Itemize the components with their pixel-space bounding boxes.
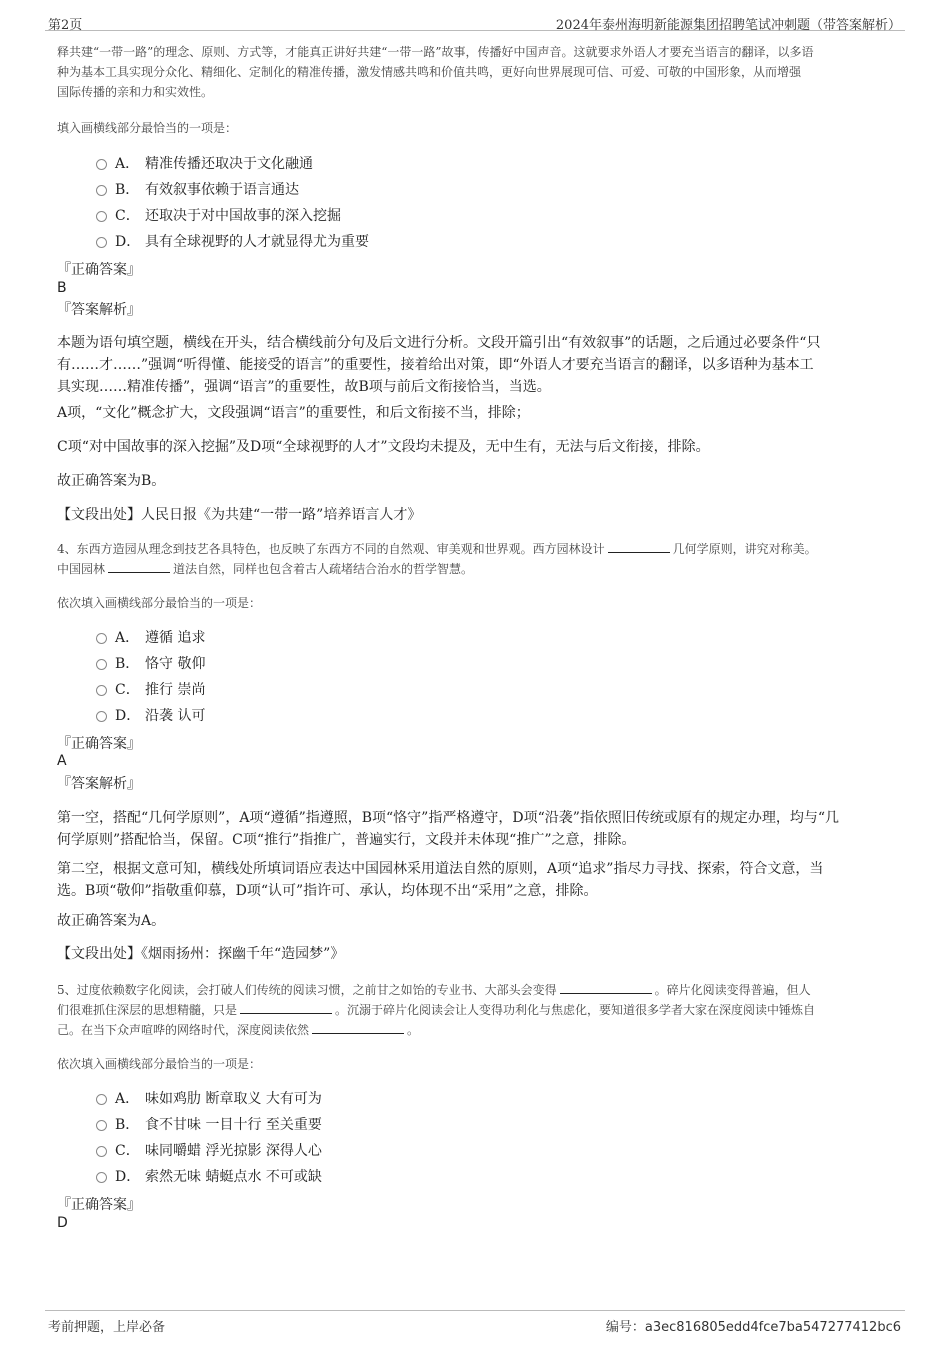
radio-icon[interactable] bbox=[96, 159, 107, 170]
fill-blank bbox=[240, 1001, 332, 1014]
q3-analysis-label: 『答案解析』 bbox=[57, 302, 141, 318]
q3-analysis-para: 故正确答案为B。 bbox=[57, 473, 166, 489]
radio-icon[interactable] bbox=[96, 711, 107, 722]
q3-answer: B bbox=[57, 280, 67, 296]
q4-option-b[interactable]: B． 恪守 敬仰 bbox=[96, 654, 205, 674]
radio-icon[interactable] bbox=[96, 633, 107, 644]
page-header bbox=[45, 8, 905, 31]
q3-option-b[interactable]: B． 有效叙事依赖于语言通达 bbox=[96, 180, 299, 200]
radio-icon[interactable] bbox=[96, 237, 107, 248]
radio-icon[interactable] bbox=[96, 1120, 107, 1131]
q5-option-c[interactable]: C． 味同嚼蜡 浮光掠影 深得人心 bbox=[96, 1141, 322, 1161]
page-number: 第2页 bbox=[48, 18, 83, 33]
q4-answer-label: 『正确答案』 bbox=[57, 736, 141, 752]
q3-analysis-para: 本题为语句填空题，横线在开头，结合横线前分句及后文进行分析。文段开篇引出“有效叙事”的话题，之后通过必要条件“只 有……才……”强调“听得懂、能接受的语言”的重要性，接着给出对策，即“外语人才要充当语言的翻译，以多语种为基本工 具实现……精准传播”，强调“语言”的重要性，故B项与前后文衔接恰当，当选。 bbox=[57, 335, 821, 395]
q4-analysis-para: 第二空，根据文意可知，横线处所填词语应表达中国园林采用道法自然的原则，A项“追求”指尽力寻找、探索，符合文意，当 选。B项“敬仰”指敬重仰慕，D项“认可”指许可、承认，均体现不出“采用”之意，排除。 bbox=[57, 861, 824, 899]
radio-icon[interactable] bbox=[96, 1172, 107, 1183]
radio-icon[interactable] bbox=[96, 211, 107, 222]
q3-analysis-para: A项，“文化”概念扩大，文段强调“语言”的重要性，和后文衔接不当，排除； bbox=[57, 405, 530, 421]
q3-prompt: 填入画横线部分最恰当的一项是： bbox=[57, 121, 238, 135]
q4-source: 【文段出处】《烟雨扬州：探幽千年“造园梦”》 bbox=[57, 946, 345, 962]
q4-answer: A bbox=[57, 753, 67, 769]
q3-analysis-para: C项“对中国故事的深入挖掘”及D项“全球视野的人才”文段均未提及，无中生有，无法与后文衔接，排除。 bbox=[57, 439, 710, 455]
q4-option-c[interactable]: C． 推行 崇尚 bbox=[96, 680, 205, 700]
radio-icon[interactable] bbox=[96, 659, 107, 670]
q4-analysis-para: 第一空，搭配“几何学原则”，A项“遵循”指遵照，B项“恪守”指严格遵守，D项“沿袭”指依照旧传统或原有的规定办理，均与“几 何学原则”搭配恰当，保留。C项“推行”指推广，普遍实行，文段并未体现“推广”之意，排除。 bbox=[57, 810, 840, 848]
passage-line: 国际传播的亲和力和实效性。 bbox=[57, 85, 214, 99]
q3-option-d[interactable]: D． 具有全球视野的人才就显得尤为重要 bbox=[96, 232, 369, 252]
fill-blank bbox=[608, 540, 670, 553]
q4-analysis-para: 故正确答案为A。 bbox=[57, 913, 166, 929]
page-footer bbox=[45, 1310, 905, 1335]
document-title: 2024年泰州海明新能源集团招聘笔试冲刺题（带答案解析） bbox=[555, 18, 901, 33]
q3-source: 【文段出处】人民日报《为共建“一带一路”培养语言人才》 bbox=[57, 507, 422, 523]
q4-prompt: 依次填入画横线部分最恰当的一项是： bbox=[57, 596, 262, 610]
q3-answer-label: 『正确答案』 bbox=[57, 262, 141, 278]
radio-icon[interactable] bbox=[96, 1094, 107, 1105]
fill-blank bbox=[312, 1021, 404, 1034]
q4-stem: 4、东西方造园从理念到技艺各具特色，也反映了东西方不同的自然观、审美观和世界观。西方园林设计 几何学原则，讲究对称美。 中国园林 道法自然，同样也包含着古人疏堵结合治水的哲学智慧。 bbox=[57, 542, 817, 576]
radio-icon[interactable] bbox=[96, 1146, 107, 1157]
q5-option-d[interactable]: D． 索然无味 蜻蜓点水 不可或缺 bbox=[96, 1167, 322, 1187]
passage-line: 种为基本工具实现分众化、精细化、定制化的精准传播，激发情感共鸣和价值共鸣，更好向世界展现可信、可爱、可敬的中国形象，从而增强 bbox=[57, 65, 802, 79]
fill-blank bbox=[108, 560, 170, 573]
document-code: a3ec816805edd4fce7ba547277412bc6 bbox=[644, 1320, 901, 1335]
radio-icon[interactable] bbox=[96, 185, 107, 196]
q5-option-b[interactable]: B． 食不甘味 一目十行 至关重要 bbox=[96, 1115, 322, 1135]
q3-option-c[interactable]: C． 还取决于对中国故事的深入挖掘 bbox=[96, 206, 341, 226]
q5-prompt: 依次填入画横线部分最恰当的一项是： bbox=[57, 1057, 262, 1071]
footer-slogan: 考前押题，上岸必备 bbox=[48, 1320, 166, 1335]
fill-blank bbox=[560, 981, 652, 994]
q5-answer: D bbox=[57, 1215, 68, 1231]
q4-option-d[interactable]: D． 沿袭 认可 bbox=[96, 706, 205, 726]
q4-option-a[interactable]: A． 遵循 追求 bbox=[96, 628, 205, 648]
q5-answer-label: 『正确答案』 bbox=[57, 1197, 141, 1213]
radio-icon[interactable] bbox=[96, 685, 107, 696]
q3-option-a[interactable]: A． 精准传播还取决于文化融通 bbox=[96, 154, 313, 174]
passage-line: 释共建“一带一路”的理念、原则、方式等，才能真正讲好共建“一带一路”故事，传播好中国声音。这就要求外语人才要充当语言的翻译，以多语 bbox=[57, 45, 814, 59]
q3-passage bbox=[57, 42, 814, 102]
q4-analysis-label: 『答案解析』 bbox=[57, 776, 141, 792]
footer-id: 编号：a3ec816805edd4fce7ba547277412bc6 bbox=[605, 1320, 901, 1335]
q5-option-a[interactable]: A． 味如鸡肋 断章取义 大有可为 bbox=[96, 1089, 322, 1109]
q5-stem: 5、过度依赖数字化阅读，会打破人们传统的阅读习惯，之前甘之如饴的专业书、大部头会变得 。碎片化阅读变得普遍，但人 们很难抓住深层的思想精髓，只是 。沉溺于碎片化阅读会让人变得功利化与焦虑化，要知道很多学者大家在深度阅读中锤炼自 己。在当下众声喧哗的网络时代，深度阅读依然 。 bbox=[57, 983, 816, 1037]
